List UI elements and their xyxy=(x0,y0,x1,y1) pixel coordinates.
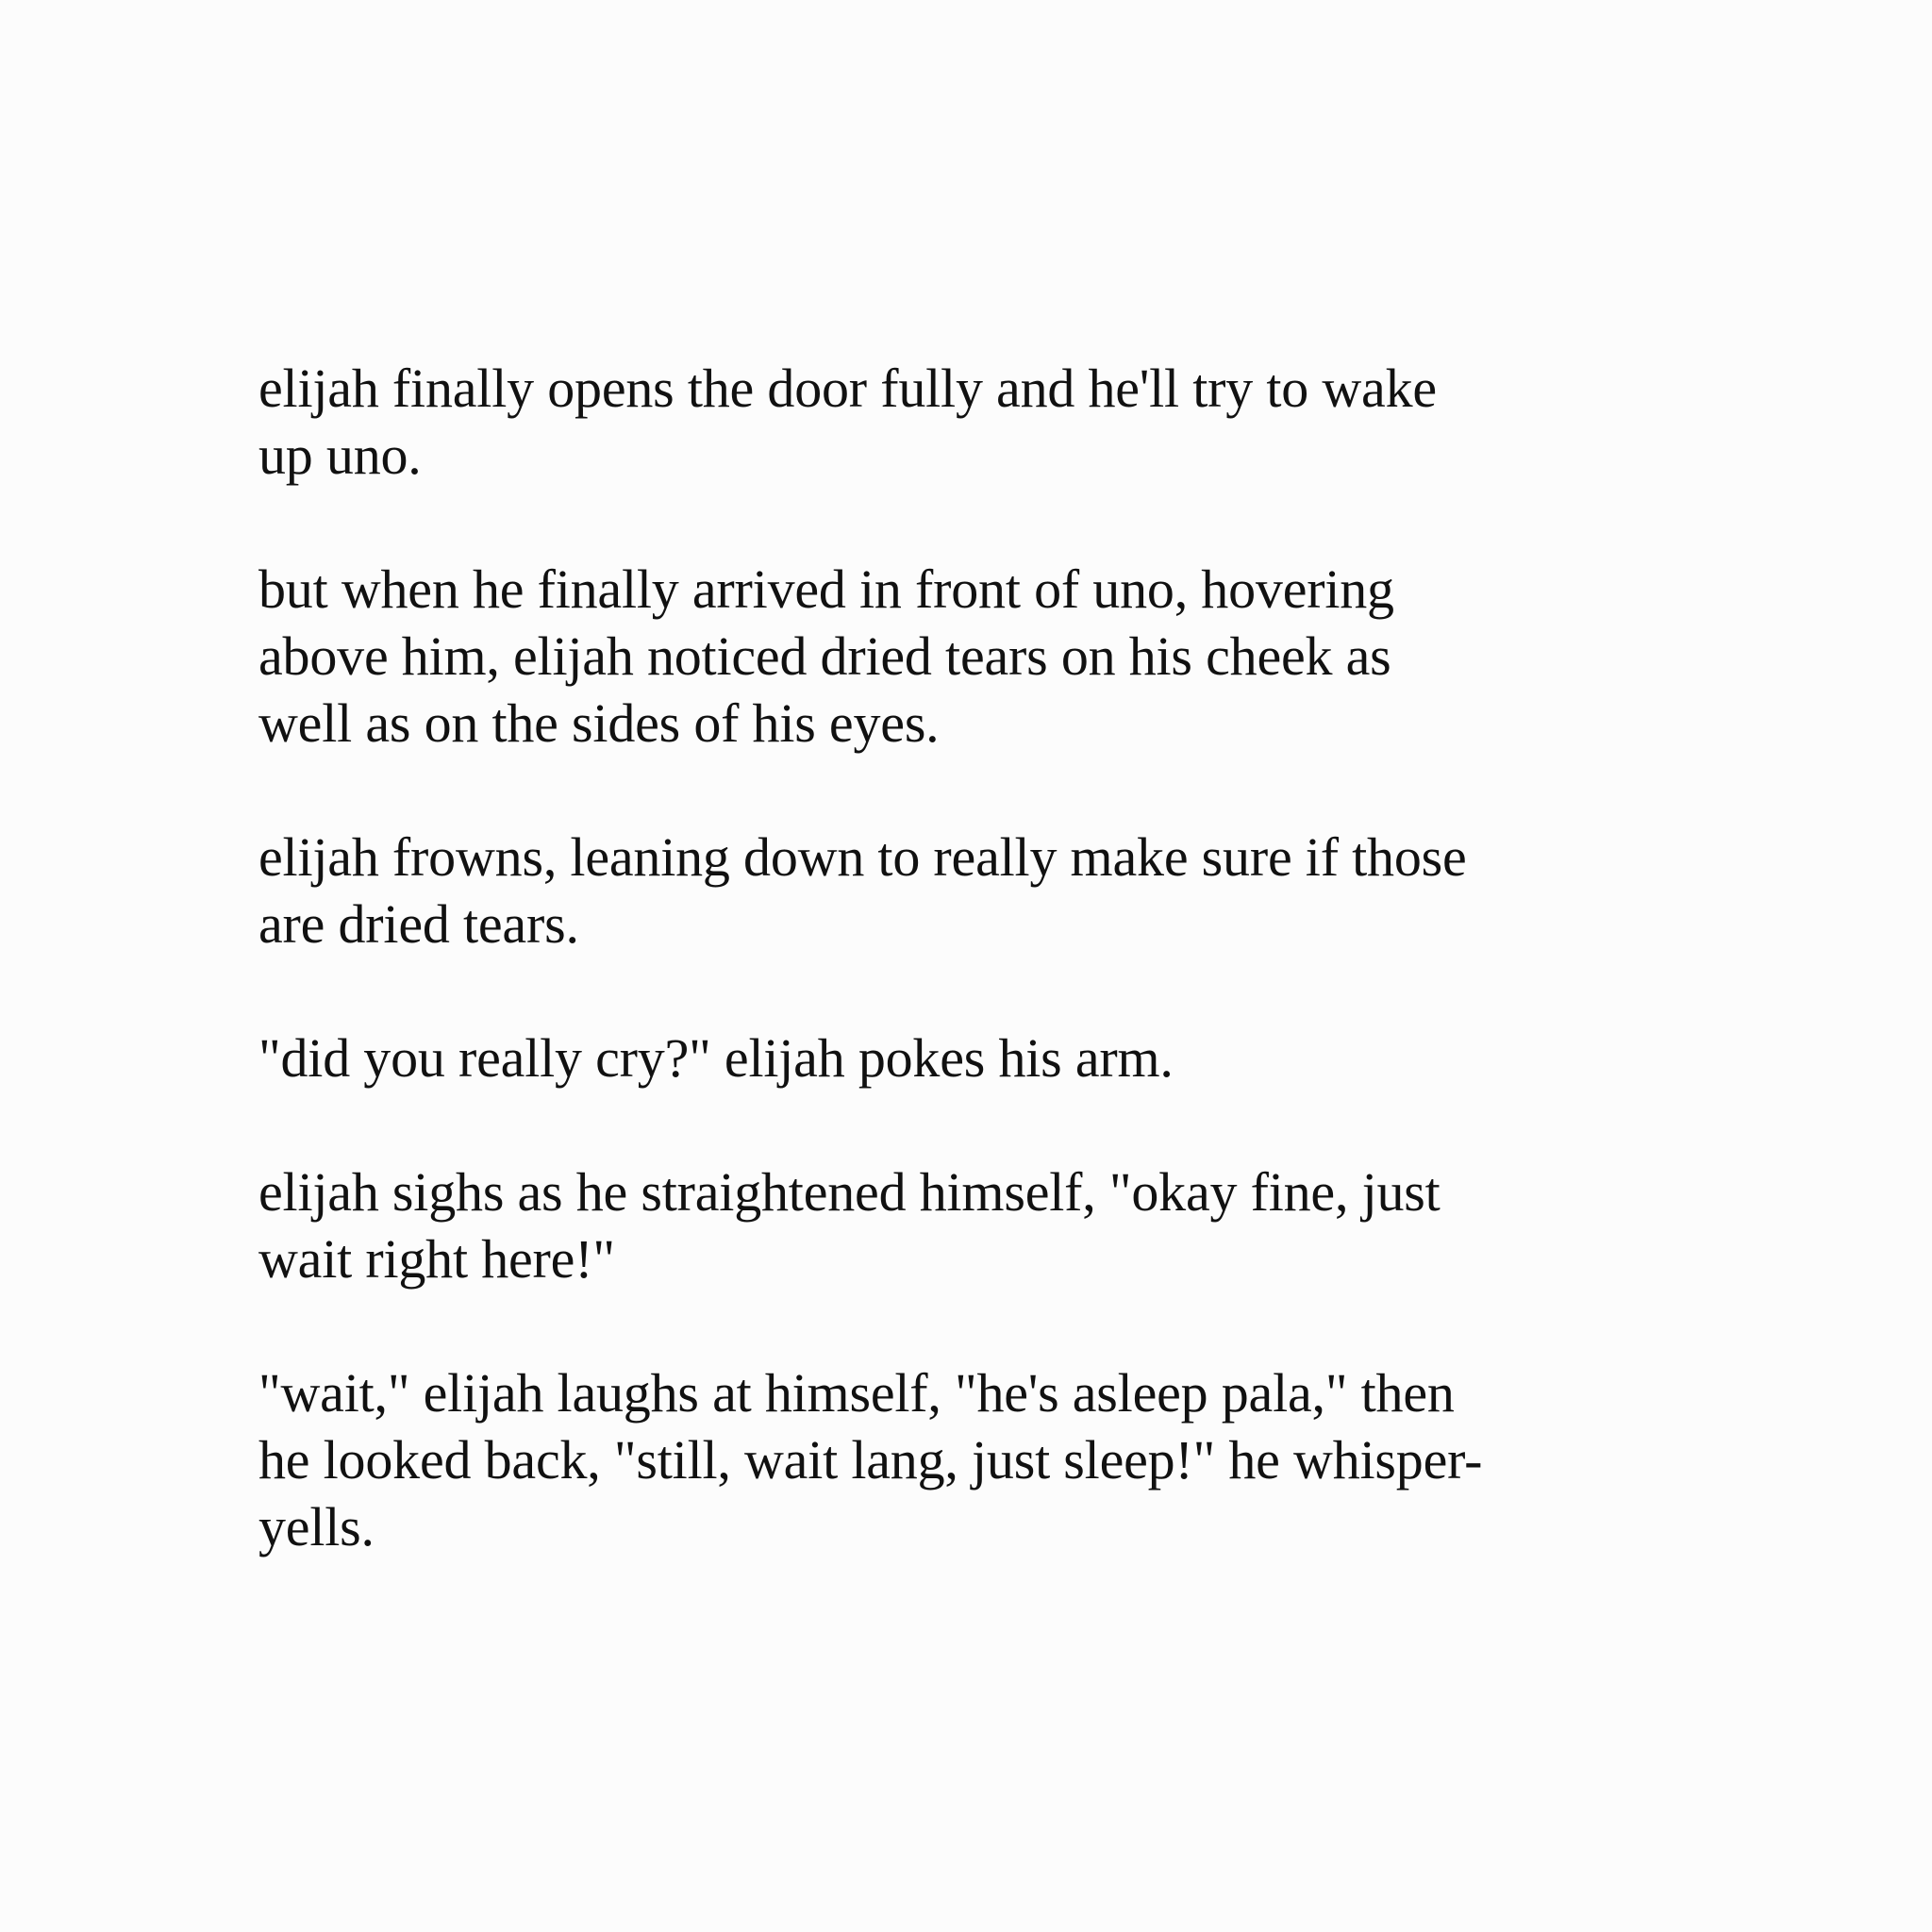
story-text xyxy=(258,355,1692,1560)
text-line: but when he finally arrived in front of uno, hovering xyxy=(258,558,1394,620)
text-line: "wait," elijah laughs at himself, "he's asleep pala," then xyxy=(258,1362,1455,1424)
paragraph-3 xyxy=(258,824,1692,958)
text-line: above him, elijah noticed dried tears on his cheek as xyxy=(258,625,1391,687)
paragraph-4 xyxy=(258,1024,1692,1091)
text-line: elijah finally opens the door fully and he'll try to wake xyxy=(258,358,1437,419)
paragraph-6 xyxy=(258,1359,1692,1560)
text-line: wait right here!" xyxy=(258,1228,615,1290)
text-line: elijah frowns, leaning down to really make sure if those xyxy=(258,826,1467,888)
paragraph-2 xyxy=(258,556,1692,757)
text-line: well as on the sides of his eyes. xyxy=(258,692,940,754)
text-line: elijah sighs as he straightened himself, "okay fine, just xyxy=(258,1161,1441,1223)
text-line: yells. xyxy=(258,1496,375,1557)
paragraph-1 xyxy=(258,355,1692,489)
text-line: are dried tears. xyxy=(258,893,579,955)
text-line: he looked back, "still, wait lang, just sleep!" he whisper- xyxy=(258,1429,1483,1491)
text-line: "did you really cry?" elijah pokes his arm. xyxy=(258,1027,1174,1089)
text-line: up uno. xyxy=(258,425,422,486)
paragraph-5 xyxy=(258,1158,1692,1292)
